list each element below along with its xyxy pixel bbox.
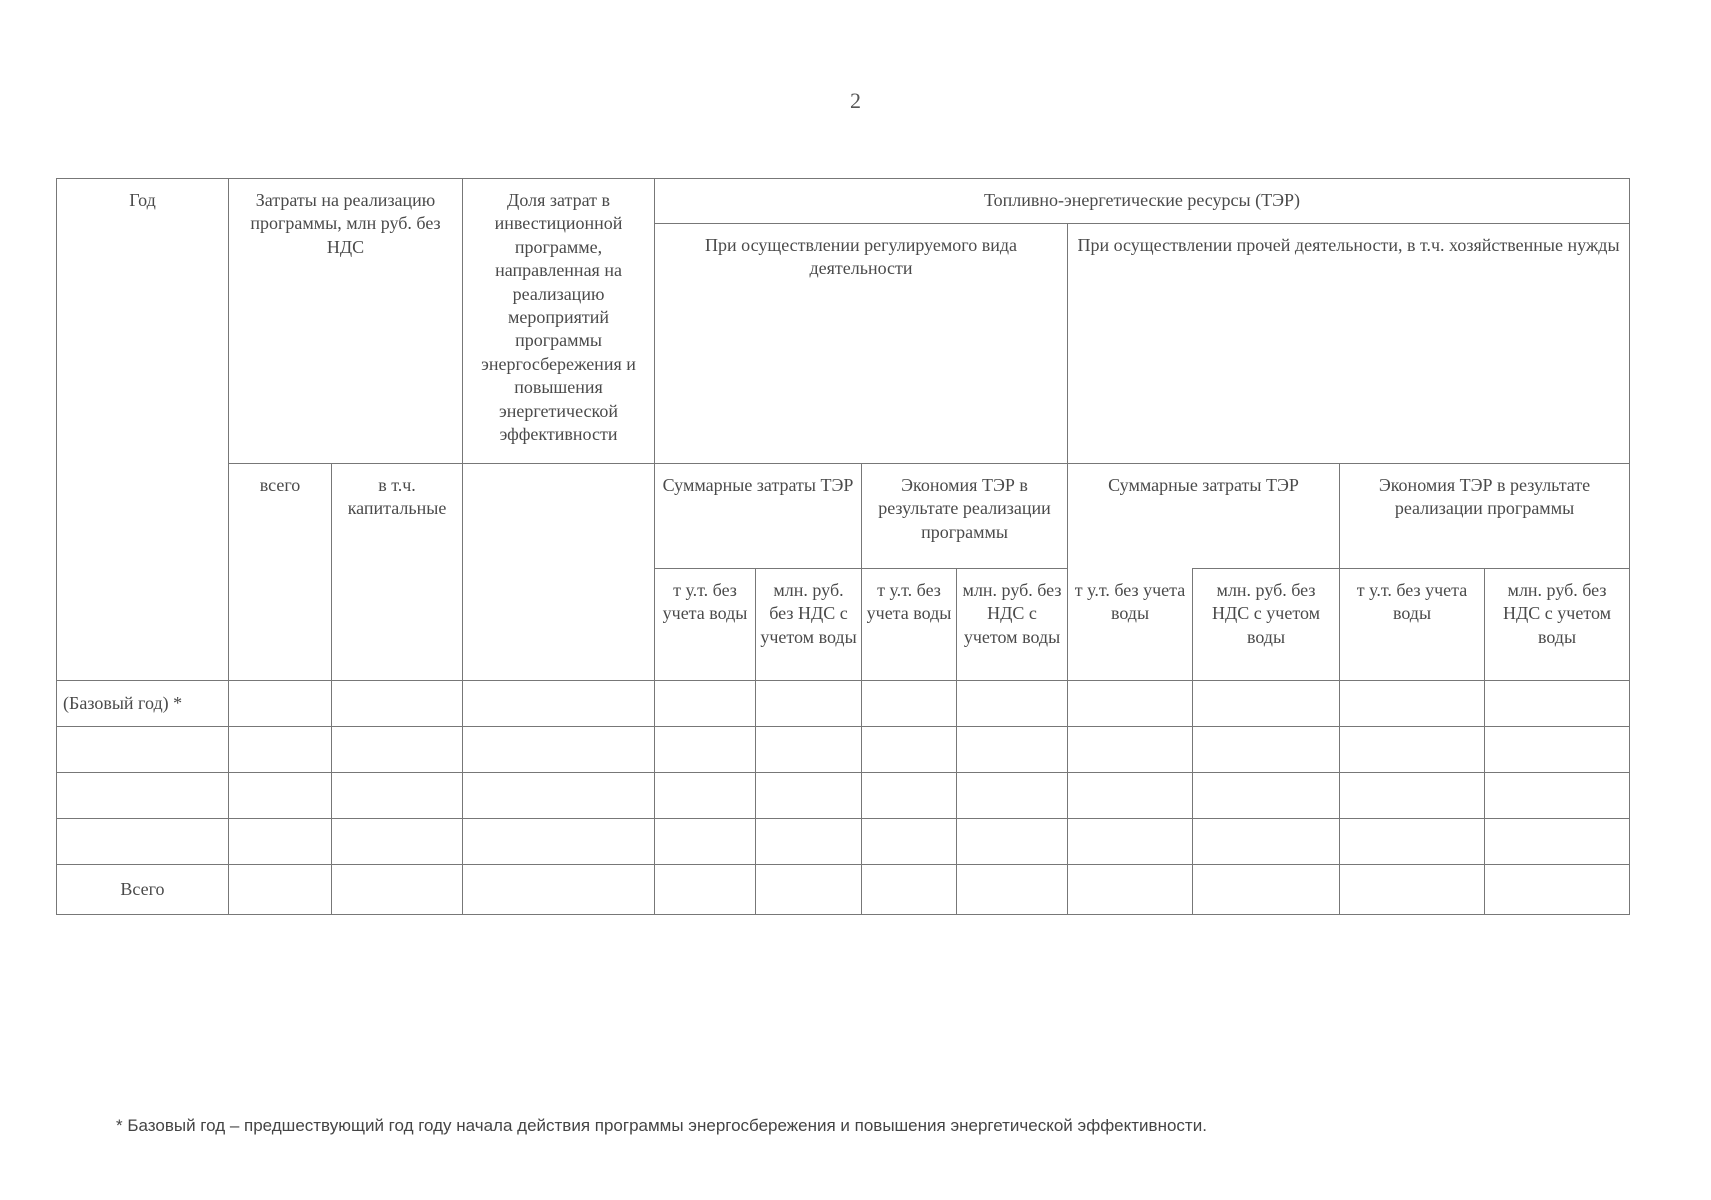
unit-reg-total-rub: млн. руб. без НДС с учетом воды bbox=[756, 569, 862, 681]
unit-reg-savings-tut: т у.т. без учета воды bbox=[862, 569, 957, 681]
header-share: Доля затрат в инвестиционной программе, направленная на реализацию мероприятий программы энергосбережения и повышения энергетической эффективности bbox=[463, 179, 655, 464]
header-costs: Затраты на реализацию программы, млн руб. без НДС bbox=[229, 179, 463, 464]
header-share-blank bbox=[463, 464, 655, 681]
footnote: * Базовый год – предшествующий год году начала действия программы энергосбережения и повышения энергетической эффективности. bbox=[116, 1116, 1207, 1135]
unit-reg-total-tut: т у.т. без учета воды bbox=[655, 569, 756, 681]
row-label bbox=[57, 727, 229, 773]
header-row-4 bbox=[57, 464, 1630, 569]
unit-other-savings-tut: т у.т. без учета воды bbox=[1340, 569, 1485, 681]
header-reg-savings: Экономия ТЭР в результате реализации программы bbox=[862, 464, 1068, 569]
unit-other-savings-rub: млн. руб. без НДС с учетом воды bbox=[1485, 569, 1630, 681]
total-label: Всего bbox=[57, 865, 229, 915]
header-costs-total: всего bbox=[229, 464, 332, 681]
header-other: При осуществлении прочей деятельности, в т.ч. хозяйственные нужды bbox=[1068, 224, 1630, 464]
row-label bbox=[57, 773, 229, 819]
table-row bbox=[57, 773, 1630, 819]
page-number: 2 bbox=[850, 88, 861, 113]
header-reg-total-costs: Суммарные затраты ТЭР bbox=[655, 464, 862, 569]
header-costs-capital: в т.ч. капитальные bbox=[332, 464, 463, 681]
table-row bbox=[57, 681, 1630, 727]
header-other-savings: Экономия ТЭР в результате реализации программы bbox=[1340, 464, 1630, 569]
header-regulated: При осуществлении регулируемого вида деятельности bbox=[655, 224, 1068, 464]
header-other-total-costs: Суммарные затраты ТЭР bbox=[1068, 464, 1340, 569]
total-row bbox=[57, 865, 1630, 915]
unit-reg-savings-rub: млн. руб. без НДС с учетом воды bbox=[957, 569, 1068, 681]
header-year: Год bbox=[57, 179, 229, 681]
unit-other-total-tut: т у.т. без учета воды bbox=[1068, 569, 1193, 681]
table-row bbox=[57, 727, 1630, 773]
unit-other-total-rub: млн. руб. без НДС с учетом воды bbox=[1193, 569, 1340, 681]
header-row-1 bbox=[57, 179, 1630, 224]
row-label bbox=[57, 819, 229, 865]
table-row bbox=[57, 819, 1630, 865]
header-ter: Топливно-энергетические ресурсы (ТЭР) bbox=[655, 179, 1630, 224]
energy-program-table bbox=[56, 178, 1630, 915]
row-label: (Базовый год) * bbox=[57, 681, 229, 727]
